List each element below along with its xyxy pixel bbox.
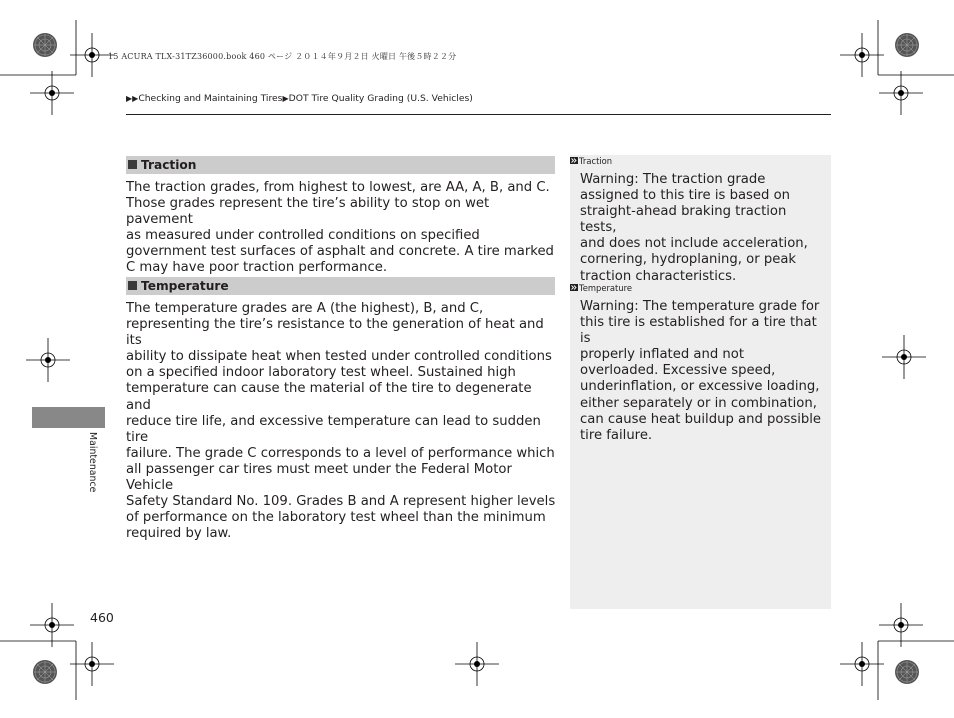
text-line: government test surfaces of asphalt and concrete. A tire marked [126, 244, 554, 260]
square-bullet-icon [128, 281, 137, 290]
temperature-heading: Temperature [126, 277, 555, 295]
chapter-tab-label: Maintenance [87, 432, 98, 493]
temperature-note-label: Temperature [570, 283, 632, 293]
text-line: representing the tire’s resistance to the generation of heat and its [126, 317, 544, 349]
text-line: straight-ahead braking traction tests, [580, 204, 787, 236]
traction-body [126, 180, 556, 277]
text-line: C may have poor traction performance. [126, 260, 388, 276]
text-line: can cause heat buildup and possible [580, 411, 822, 427]
text-line: failure. The grade C corresponds to a level of performance which [126, 445, 555, 461]
text-line: traction characteristics. [580, 268, 737, 284]
text-line: properly inflated and not [580, 347, 744, 363]
breadcrumb-item-dot-grading[interactable]: DOT Tire Quality Grading (U.S. Vehicles) [288, 93, 473, 104]
text-line: The traction grades, from highest to lowest, are AA, A, B, and C. [126, 180, 550, 195]
square-bullet-icon [128, 160, 137, 169]
traction-heading: Traction [126, 156, 555, 174]
traction-note-text [580, 172, 825, 285]
reference-icon [570, 157, 578, 164]
text-line: Warning: The temperature grade for [580, 299, 820, 314]
text-line: reduce tire life, and excessive temperature can lead to sudden tire [126, 413, 541, 445]
header-divider [126, 114, 831, 115]
temperature-body [126, 301, 556, 542]
page-number: 460 [90, 610, 114, 625]
text-line: of performance on the laboratory test wheel than the minimum [126, 510, 546, 526]
text-line: assigned to this tire is based on [580, 188, 791, 204]
chapter-tab[interactable] [32, 407, 105, 428]
print-header: 15 ACURA TLX-31TZ36000.book 460 ページ ２０１４年９月２日 火曜日 午後５時２２分 [108, 52, 457, 61]
text-line: temperature can cause the material of the tire to degenerate and [126, 381, 532, 413]
text-line: as measured under controlled conditions on specified [126, 228, 480, 244]
text-line: Warning: The traction grade [580, 172, 766, 187]
text-line: required by law. [126, 526, 232, 542]
text-line: and does not include acceleration, [580, 236, 808, 252]
text-line: ability to dissipate heat when tested under controlled conditions [126, 349, 552, 365]
text-line: underinflation, or excessive loading, [580, 379, 820, 395]
text-line: on a specified indoor laboratory test wheel. Sustained high [126, 365, 516, 381]
temperature-note-text [580, 299, 825, 444]
breadcrumb [126, 93, 473, 104]
text-line: The temperature grades are A (the highest), B, and C, [126, 301, 484, 316]
text-line: cornering, hydroplaning, or peak [580, 252, 797, 268]
text-line: either separately or in combination, [580, 395, 817, 411]
text-line: tire failure. [580, 427, 653, 443]
text-line: this tire is established for a tire that is [580, 315, 817, 347]
text-line: Safety Standard No. 109. Grades B and A represent higher levels [126, 494, 556, 510]
breadcrumb-item-tires[interactable]: Checking and Maintaining Tires [138, 93, 283, 104]
breadcrumb-arrow-icon: ▶ [282, 94, 289, 103]
reference-icon [570, 284, 578, 291]
text-line: Those grades represent the tire’s ability to stop on wet pavement [126, 196, 490, 228]
traction-note-label: Traction [570, 156, 612, 166]
text-line: overloaded. Excessive speed, [580, 363, 776, 379]
breadcrumb-arrow-icon: ▶▶ [126, 94, 139, 103]
text-line: all passenger car tires must meet under the Federal Motor Vehicle [126, 461, 512, 494]
